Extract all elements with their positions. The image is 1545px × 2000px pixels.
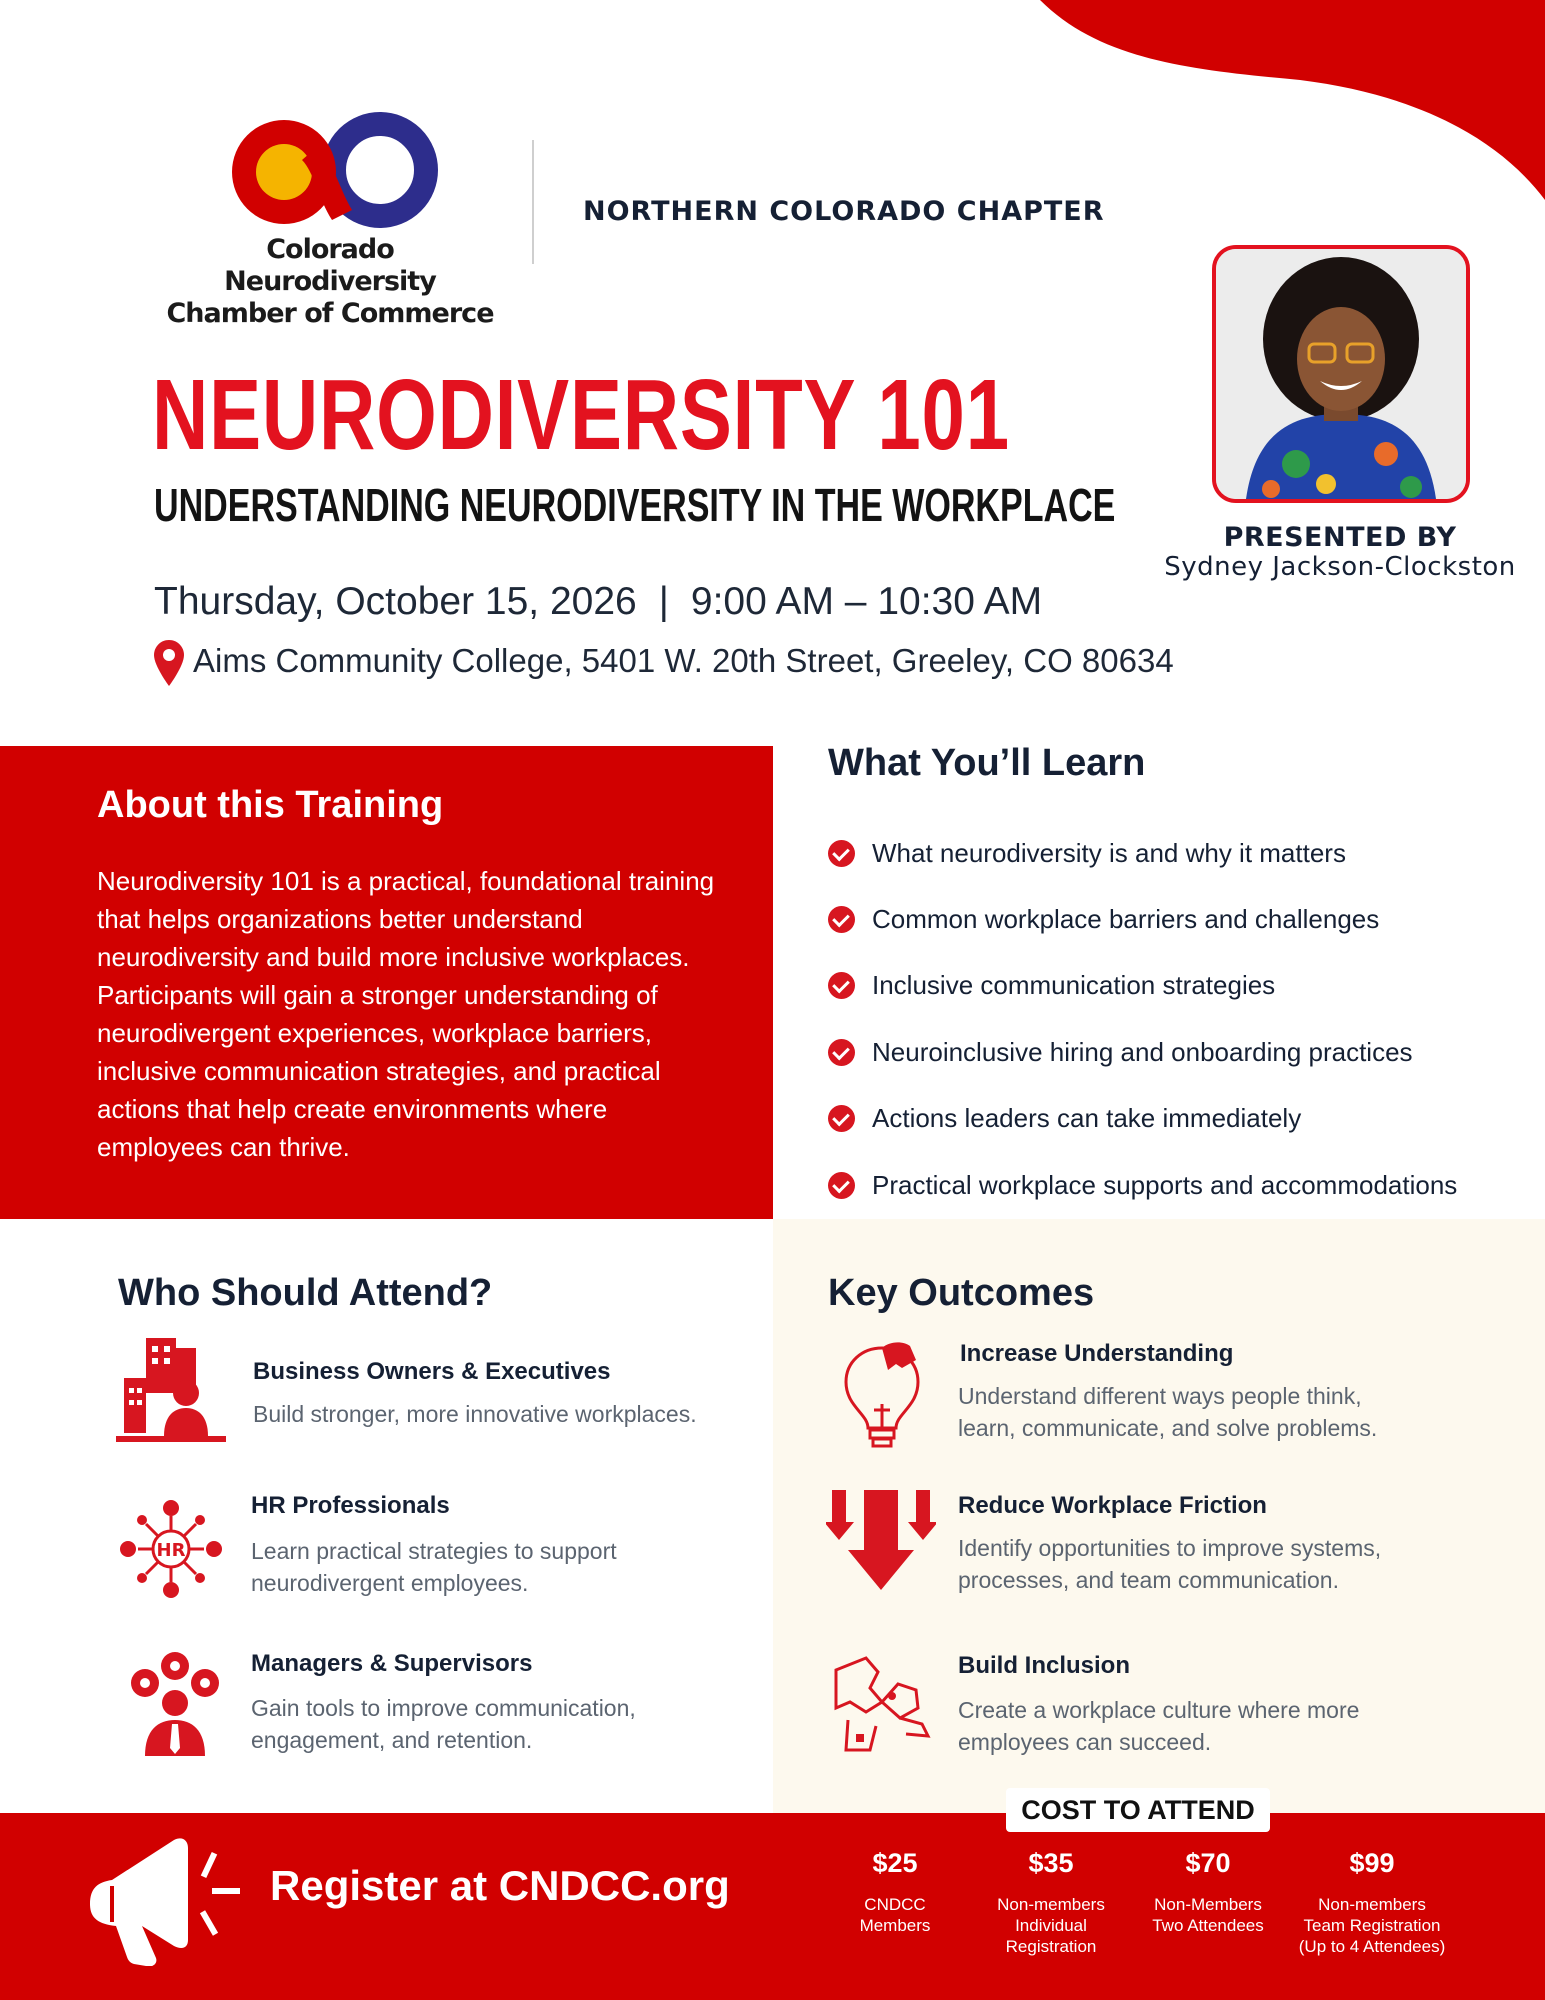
lightbulb-puzzle-icon [826,1340,936,1450]
outcome-item-title: Reduce Workplace Friction [958,1492,1267,1519]
logo-divider [532,140,534,264]
building-executive-icon [116,1338,226,1448]
learn-list [828,820,1528,1218]
outcome-item-title: Increase Understanding [960,1340,1234,1367]
price-amount: $99 [1349,1848,1395,1878]
event-date: Thursday, October 15, 2026 [154,580,637,623]
event-time: 9:00 AM – 10:30 AM [690,580,1043,623]
hands-puzzle-icon [826,1650,936,1760]
datetime-separator: | [658,580,669,623]
learn-item-text: What neurodiversity is and why it matters [872,837,1346,868]
price-tier [1123,1846,1293,1936]
presenter-name: Sydney Jackson-Clockston [1164,552,1516,582]
learn-item-text: Practical workplace supports and accommodations [872,1169,1458,1200]
attend-item-title: Managers & Supervisors [251,1650,533,1677]
outcome-item-desc: Identify opportunities to improve systems, processes, and team communication. [958,1535,1382,1593]
attend-item-title: Business Owners & Executives [253,1358,611,1385]
price-line: Non-members [1318,1895,1426,1914]
org-name-line1: Colorado Neurodiversity [224,234,436,297]
price-line: Team Registration [1303,1916,1441,1935]
list-item [828,953,1528,1019]
learn-item-text: Common workplace barriers and challenges [872,904,1380,935]
cost-label: COST TO ATTEND [1006,1788,1270,1832]
attend-item-desc: Learn practical strategies to support neurodivergent employees. [251,1538,617,1596]
outcome-item-title: Build Inclusion [958,1652,1130,1679]
about-body: Neurodiversity 101 is a practical, foundational training that helps organizations better understand neurodiversity and build more inclusive workplaces. Participants will gain a stronger understanding of neurodivergent experiences, workplace barriers, inclusive communication strategies, and practical actions that help create environments where employees can thrive. [97,866,715,1162]
price-tier [1287,1846,1457,1957]
attend-item-desc: Build stronger, more innovative workplaces. [253,1401,697,1427]
check-icon [828,972,855,999]
price-line: Registration [1005,1937,1097,1956]
org-name [160,234,500,330]
presenter-photo [1212,245,1470,503]
presented-by-label: PRESENTED BY [1223,522,1457,553]
list-item [828,820,1528,886]
check-icon [828,906,855,933]
event-subtitle: UNDERSTANDING NEURODIVERSITY IN THE WORKPLACE [154,479,1116,531]
price-line: Two Attendees [1152,1916,1264,1935]
logo-icon [222,112,442,232]
list-item [828,886,1528,952]
outcome-item-desc: Understand different ways people think, learn, communicate, and solve problems. [958,1383,1378,1441]
price-line: Non-members [997,1895,1105,1914]
list-item [828,1019,1528,1085]
list-item [828,1152,1528,1218]
register-link[interactable]: Register at CNDCC.org [270,1862,730,1909]
outcomes-title: Key Outcomes [828,1272,1095,1314]
check-icon [828,1039,855,1066]
check-icon [828,1172,855,1199]
check-icon [828,1105,855,1132]
about-title: About this Training [97,784,444,826]
event-datetime [154,580,1042,624]
down-arrows-icon [826,1490,936,1600]
price-amount: $25 [872,1848,918,1878]
learn-title: What You’ll Learn [828,742,1146,784]
outcome-item-desc: Create a workplace culture where more employees can succeed. [958,1697,1360,1755]
megaphone-icon [82,1826,242,1966]
price-amount: $70 [1185,1848,1231,1878]
manager-gears-icon [120,1648,230,1758]
learn-item-text: Neuroinclusive hiring and onboarding practices [872,1036,1413,1067]
learn-item-text: Inclusive communication strategies [872,970,1276,1001]
presenter-portrait-icon [1216,249,1466,499]
attend-title: Who Should Attend? [118,1272,493,1314]
price-line: CNDCC [864,1895,926,1914]
price-tier [810,1846,980,1936]
event-location: Aims Community College, 5401 W. 20th Street, Greeley, CO 80634 [193,642,1174,679]
chapter-name: NORTHERN COLORADO CHAPTER [583,196,1105,227]
svg-text:HR: HR [156,1540,186,1561]
hr-network-icon [116,1494,226,1604]
price-line: Non-Members [1154,1895,1262,1914]
org-name-line2: Chamber of Commerce [166,298,494,329]
check-icon [828,840,855,867]
learn-item-text: Actions leaders can take immediately [872,1103,1302,1134]
price-tier [966,1846,1136,1957]
attend-item-title: HR Professionals [251,1492,450,1519]
price-line: Members [859,1916,931,1935]
price-amount: $35 [1028,1848,1074,1878]
attend-item-desc: Gain tools to improve communication, engagement, and retention. [251,1695,636,1753]
event-title: NEURODIVERSITY 101 [152,359,1010,471]
price-line: (Up to 4 Attendees) [1298,1937,1446,1956]
price-line: Individual [1015,1916,1087,1935]
location-pin-icon [154,640,184,686]
list-item [828,1086,1528,1152]
